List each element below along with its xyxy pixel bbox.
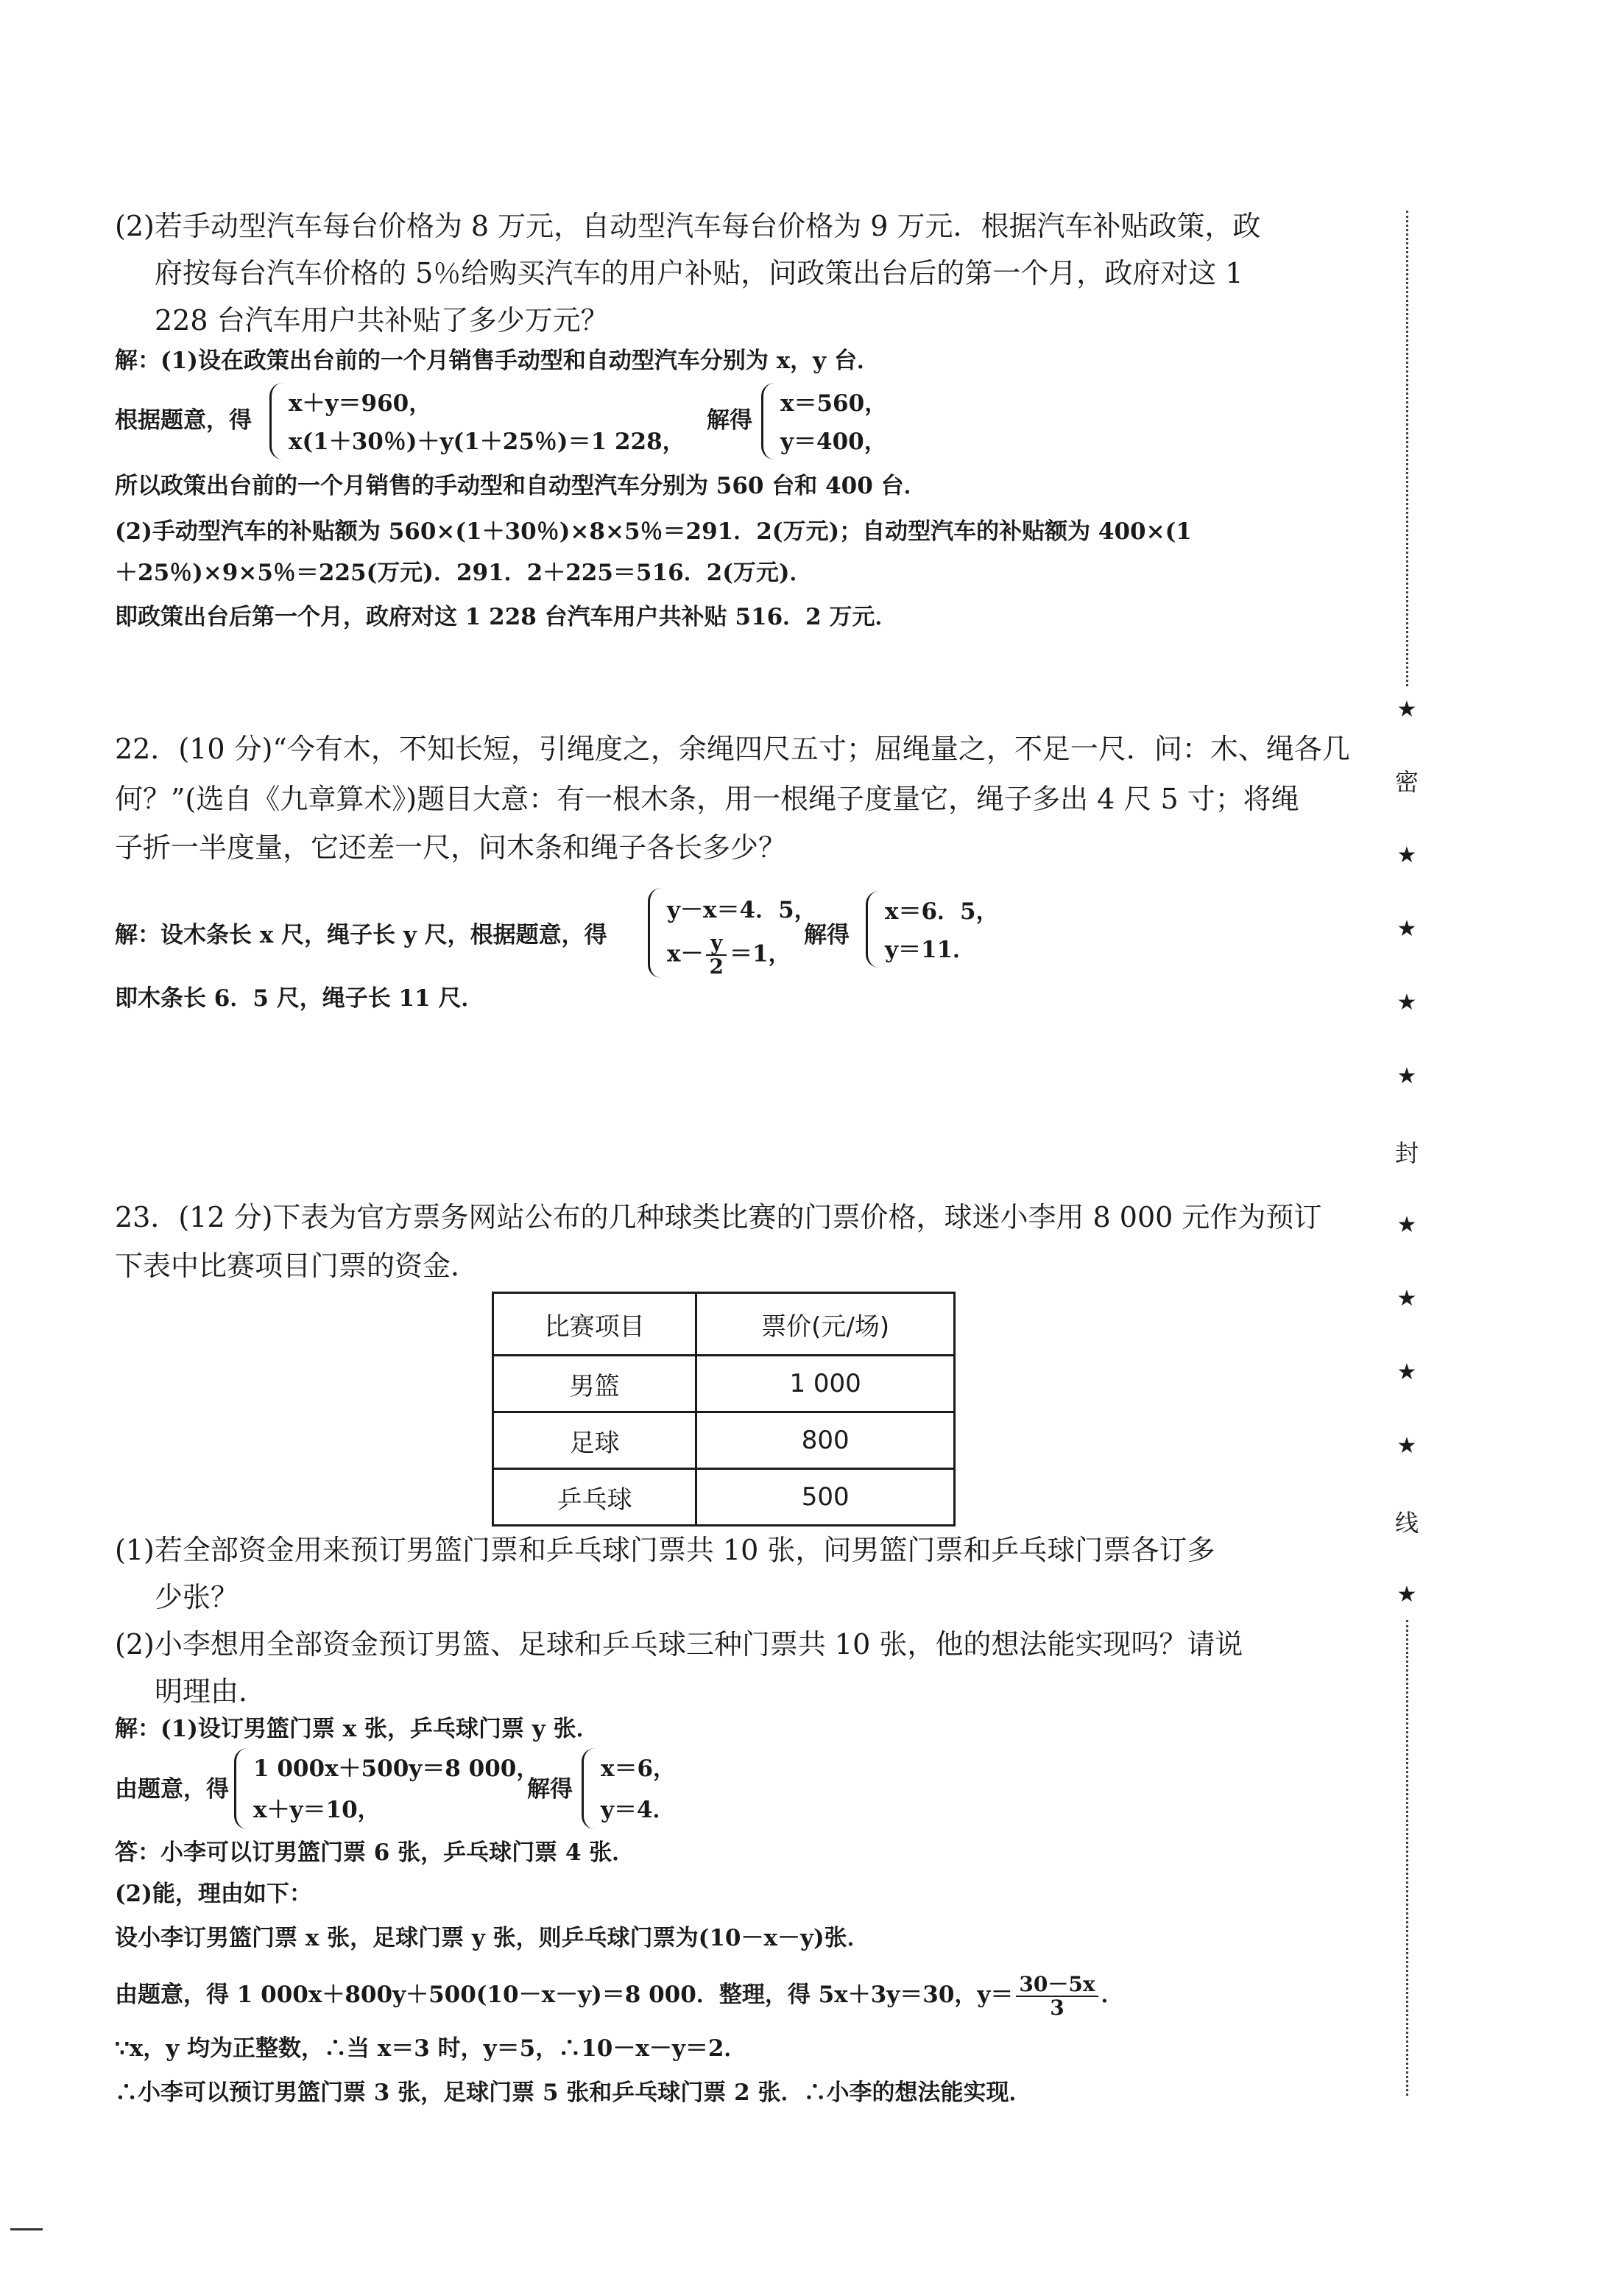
- a21-equation-system: [269, 383, 704, 459]
- table-cell: 1 000: [696, 1356, 955, 1412]
- a23-solution-system: [582, 1748, 699, 1829]
- a23-solve-label: 解得: [527, 1776, 573, 1803]
- a23-sol2: y＝4．: [601, 1797, 676, 1823]
- q23-part1-line2: 少张？: [155, 1581, 239, 1613]
- a23-line1: 解：(1)设订男篮门票 x 张，乒乓球门票 y 张．: [115, 1716, 599, 1742]
- seal-char-mi: 密: [1394, 768, 1419, 796]
- a22-solution-system: [866, 891, 1006, 968]
- a21-eq1: x＋y＝960，: [289, 390, 432, 417]
- a22-eq1: y－x＝4．5，: [667, 897, 817, 923]
- table-row: [493, 1412, 955, 1469]
- table-row: [493, 1356, 955, 1412]
- a22-line2: 即木条长 6．5 尺，绳子长 11 尺．: [115, 985, 484, 1012]
- star-icon: ★: [1397, 697, 1417, 722]
- table-cell: 乒乓球: [493, 1469, 696, 1526]
- fraction: $\frac{30-5x}{3}$: [1016, 1973, 1098, 2019]
- star-icon: ★: [1397, 1063, 1417, 1089]
- seal-dotted-line: [1406, 1620, 1408, 2096]
- a23-line4: (2)能，理由如下：: [115, 1881, 312, 1907]
- brace-icon: [234, 1748, 247, 1829]
- a22-equation-system: [648, 888, 817, 979]
- a22-eq2: x－ $\frac{y}{2}$ ＝1，: [667, 931, 791, 979]
- seal-dotted-line: [1406, 211, 1408, 686]
- a23-line3: 答：小李可以订男篮门票 6 张，乒乓球门票 4 张．: [115, 1839, 635, 1866]
- q22-line1: 22．(10 分)“今有木，不知长短，引绳度之，余绳四尺五寸；屈绳量之，不足一尺．问：木、绳各几: [115, 733, 1350, 765]
- star-icon: ★: [1397, 842, 1417, 868]
- brace-icon: [866, 891, 879, 968]
- star-icon: ★: [1397, 916, 1417, 942]
- star-icon: ★: [1397, 990, 1417, 1015]
- brace-icon: [582, 1748, 595, 1829]
- a22-sol2: y＝11．: [885, 937, 976, 963]
- a21-line4: (2)手动型汽车的补贴额为 560×(1＋30％)×8×5％＝291．2(万元)；自动型汽车的补贴额为 400×(1: [115, 518, 1192, 545]
- q23-part1-line1: (1)若全部资金用来预订男篮门票和乒乓球门票共 10 张，问男篮门票和乒乓球门票各订多: [115, 1534, 1215, 1566]
- q23-line2: 下表中比赛项目门票的资金．: [115, 1250, 479, 1282]
- q23-part2-line1: (2)小李想用全部资金预订男篮、足球和乒乓球三种门票共 10 张，他的想法能实现吗？请说: [115, 1628, 1243, 1661]
- a21-line5: ＋25％)×9×5％＝225(万元)．291．2＋225＝516．2(万元)．: [115, 560, 813, 586]
- a23-equation-system: [234, 1748, 540, 1829]
- q21-part2-line2: 府按每台汽车价格的 5％给购买汽车的用户补贴，问政策出台后的第一个月，政府对这 1: [155, 257, 1243, 289]
- table-header: 比赛项目: [493, 1293, 696, 1356]
- seal-char-feng: 封: [1394, 1139, 1419, 1167]
- q23-part2-line2: 明理由．: [155, 1675, 267, 1708]
- table-cell: 800: [696, 1412, 955, 1469]
- q22-line3: 子折一半度量，它还差一尺，问木条和绳子各长多少？: [115, 831, 787, 864]
- a23-line5: 设小李订男篮门票 x 张，足球门票 y 张，则乒乓球门票为(10－x－y)张．: [115, 1925, 870, 1951]
- q23-line1: 23．(12 分)下表为官方票务网站公布的几种球类比赛的门票价格，球迷小李用 8 000 元作为预订: [115, 1201, 1322, 1233]
- q21-part2-line3: 228 台汽车用户共补贴了多少万元？: [155, 304, 609, 337]
- a21-sol2: y＝400，: [780, 429, 887, 455]
- a21-solve-label: 解得: [707, 407, 752, 434]
- brace-icon: [269, 383, 283, 459]
- table-header-row: [493, 1293, 955, 1356]
- a21-line3: 所以政策出台前的一个月销售的手动型和自动型汽车分别为 560 台和 400 台．: [115, 473, 927, 499]
- a21-sol1: x＝560，: [780, 390, 888, 417]
- fraction: $\frac{y}{2}$: [706, 932, 726, 978]
- ticket-price-table: [492, 1292, 956, 1526]
- star-icon: ★: [1397, 1212, 1417, 1238]
- a22-sol1: x＝6．5，: [885, 898, 999, 925]
- corner-mark: [10, 2228, 43, 2230]
- a23-line8: ∴小李可以预订男篮门票 3 张，足球门票 5 张和乒乓球门票 2 张．∴小李的想法能实现．: [115, 2080, 1032, 2106]
- table-cell: 足球: [493, 1412, 696, 1469]
- seal-char-xian: 线: [1394, 1509, 1419, 1537]
- table-header: 票价(元/场): [696, 1293, 955, 1356]
- table-cell: 男篮: [493, 1356, 696, 1412]
- a22-solve-label: 解得: [804, 922, 850, 948]
- q22-line2: 何？”(选自《九章算术》)题目大意：有一根木条，用一根绳子度量它，绳子多出 4 尺 5 寸；将绳: [115, 783, 1299, 815]
- star-icon: ★: [1397, 1359, 1417, 1385]
- a21-line2-prefix: 根据题意，得: [115, 407, 252, 434]
- a23-sol1: x＝6，: [601, 1756, 677, 1782]
- a23-line2-prefix: 由题意，得: [115, 1776, 229, 1803]
- table-cell: 500: [696, 1469, 955, 1526]
- q21-part2-line1: (2)若手动型汽车每台价格为 8 万元，自动型汽车每台价格为 9 万元．根据汽车补贴政策，政: [115, 210, 1261, 242]
- a23-eq1: 1 000x＋500y＝8 000，: [253, 1756, 540, 1782]
- a23-eq2: x＋y＝10，: [253, 1797, 381, 1823]
- brace-icon: [648, 888, 661, 978]
- a21-eq2: x(1＋30％)＋y(1＋25％)＝1 228，: [289, 429, 685, 455]
- a22-line1-prefix: 解：设木条长 x 尺，绳子长 y 尺，根据题意，得: [115, 922, 607, 948]
- a23-line6: 由题意，得 1 000x＋800y＋500(10－x－y)＝8 000．整理，得 5x＋3y＝30，y＝ $\frac{30-5x}{3}$ ．: [115, 1971, 1124, 2020]
- a23-line7: ∵x，y 均为正整数，∴当 x＝3 时，y＝5，∴10－x－y＝2．: [115, 2035, 747, 2062]
- a21-line1: 解：(1)设在政策出台前的一个月销售手动型和自动型汽车分别为 x，y 台．: [115, 348, 880, 374]
- a21-solution-system: [761, 383, 938, 459]
- star-icon: ★: [1397, 1582, 1417, 1607]
- star-icon: ★: [1397, 1286, 1417, 1311]
- brace-icon: [761, 383, 774, 459]
- star-icon: ★: [1397, 1433, 1417, 1459]
- table-row: [493, 1469, 955, 1526]
- a21-line6: 即政策出台后第一个月，政府对这 1 228 台汽车用户共补贴 516．2 万元．: [115, 604, 898, 630]
